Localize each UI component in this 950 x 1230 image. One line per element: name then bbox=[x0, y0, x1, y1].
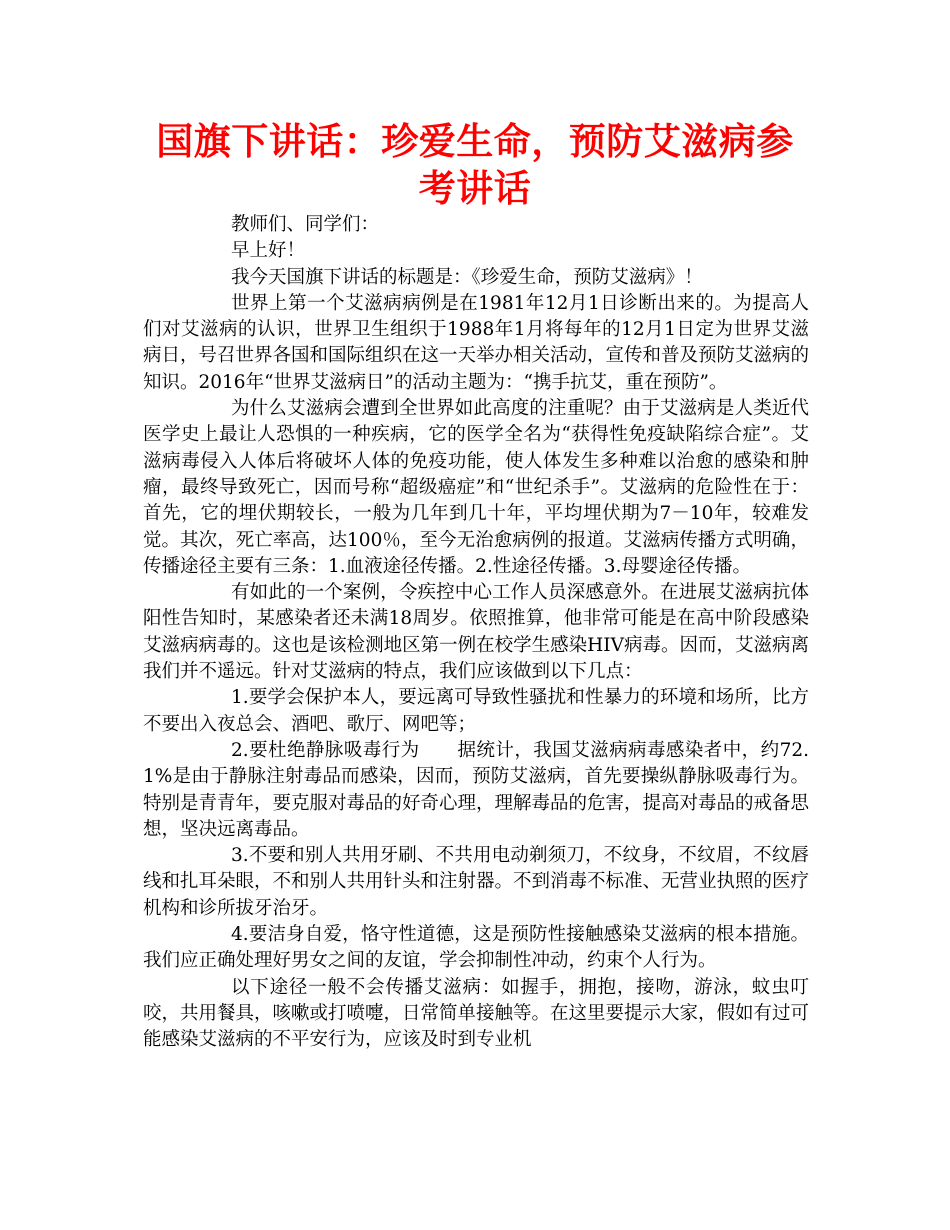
morning-greeting-paragraph: 早上好！ bbox=[231, 240, 306, 262]
list-item-paragraph: 4.要洁身自爱，恪守性道德，这是预防性接触感染艾滋病的根本措施。我们应正确处理好男女之间的友谊，学会抑制性冲动，约束个人行为。 bbox=[143, 924, 809, 972]
topic-paragraph: 我今天国旗下讲话的标题是：《珍爱生命，预防艾滋病》！ bbox=[231, 266, 703, 288]
list-item-paragraph: 2.要杜绝静脉吸毒行为 据统计，我国艾滋病病毒感染者中，约72.1%是由于静脉注射毒品而感染，因而，预防艾滋病，首先要操纵静脉吸毒行为。特别是青青年，要克服对毒品的好奇心理，理解毒品的危害，提高对毒品的戒备思想，坚决远离毒品。 bbox=[143, 739, 810, 840]
body-paragraph: 世界上第一个艾滋病病例是在1981年12月1日诊断出来的。为提高人们对艾滋病的认识，世界卫生组织于1988年1月将每年的12月1日定为世界艾滋病日，号召世界各国和国际组织在这一天举办相关活动，宣传和普及预防艾滋病的知识。2016年“世界艾滋病日”的活动主题为：“携手抗艾，重在预防”。 bbox=[143, 292, 810, 393]
list-item-paragraph: 1.要学会保护本人，要远离可导致性骚扰和性暴力的环境和场所，比方不要出入夜总会、酒吧、歌厅、网吧等； bbox=[143, 687, 809, 735]
body-paragraph: 有如此的一个案例，令疾控中心工作人员深感意外。在进展艾滋病抗体阳性告知时，某感染者还未满18周岁。依照推算，他非常可能是在高中阶段感染艾滋病病毒的。这也是该检测地区第一例在校学生感染HIV病毒。因而，艾滋病离我们并不遥远。针对艾滋病的特点，我们应该做到以下几点： bbox=[143, 582, 809, 683]
body-paragraph: 以下途径一般不会传播艾滋病：如握手，拥抱，接吻，游泳，蚊虫叮咬，共用餐具，咳嗽或打喷嚏，日常简单接触等。在这里要提示大家，假如有过可能感染艾滋病的不平安行为，应该及时到专业机 bbox=[143, 976, 810, 1051]
body-paragraph: 为什么艾滋病会遭到全世界如此高度的注重呢？由于艾滋病是人类近代医学史上最让人恐惧的一种疾病，它的医学全名为“获得性免疫缺陷综合症”。艾滋病毒侵入人体后将破坏人体的免疫功能，使人体发生多种难以治愈的感染和肿瘤，最终导致死亡，因而号称“超级癌症”和“世纪杀手”。艾滋病的危险性在于：首先，它的埋伏期较长，一般为几年到几十年，平均埋伏期为7－10年，较难发觉。其次，死亡率高，达100％，至今无治愈病例的报道。艾滋病传播方式明确，传播途径主要有三条：1.血液途径传播。2.性途径传播。3.母婴途径传播。 bbox=[143, 398, 809, 577]
document-body bbox=[143, 212, 809, 1054]
document-title: 国旗下讲话：珍爱生命，预防艾滋病参考讲话 bbox=[156, 120, 794, 210]
list-item-paragraph: 3.不要和别人共用牙刷、不共用电动剃须刀，不纹身，不纹眉，不纹唇线和扎耳朵眼，不和别人共用针头和注射器。不到消毒不标准、无营业执照的医疗机构和诊所拔牙治牙。 bbox=[143, 845, 810, 919]
greeting-paragraph: 教师们、同学们： bbox=[231, 214, 380, 235]
